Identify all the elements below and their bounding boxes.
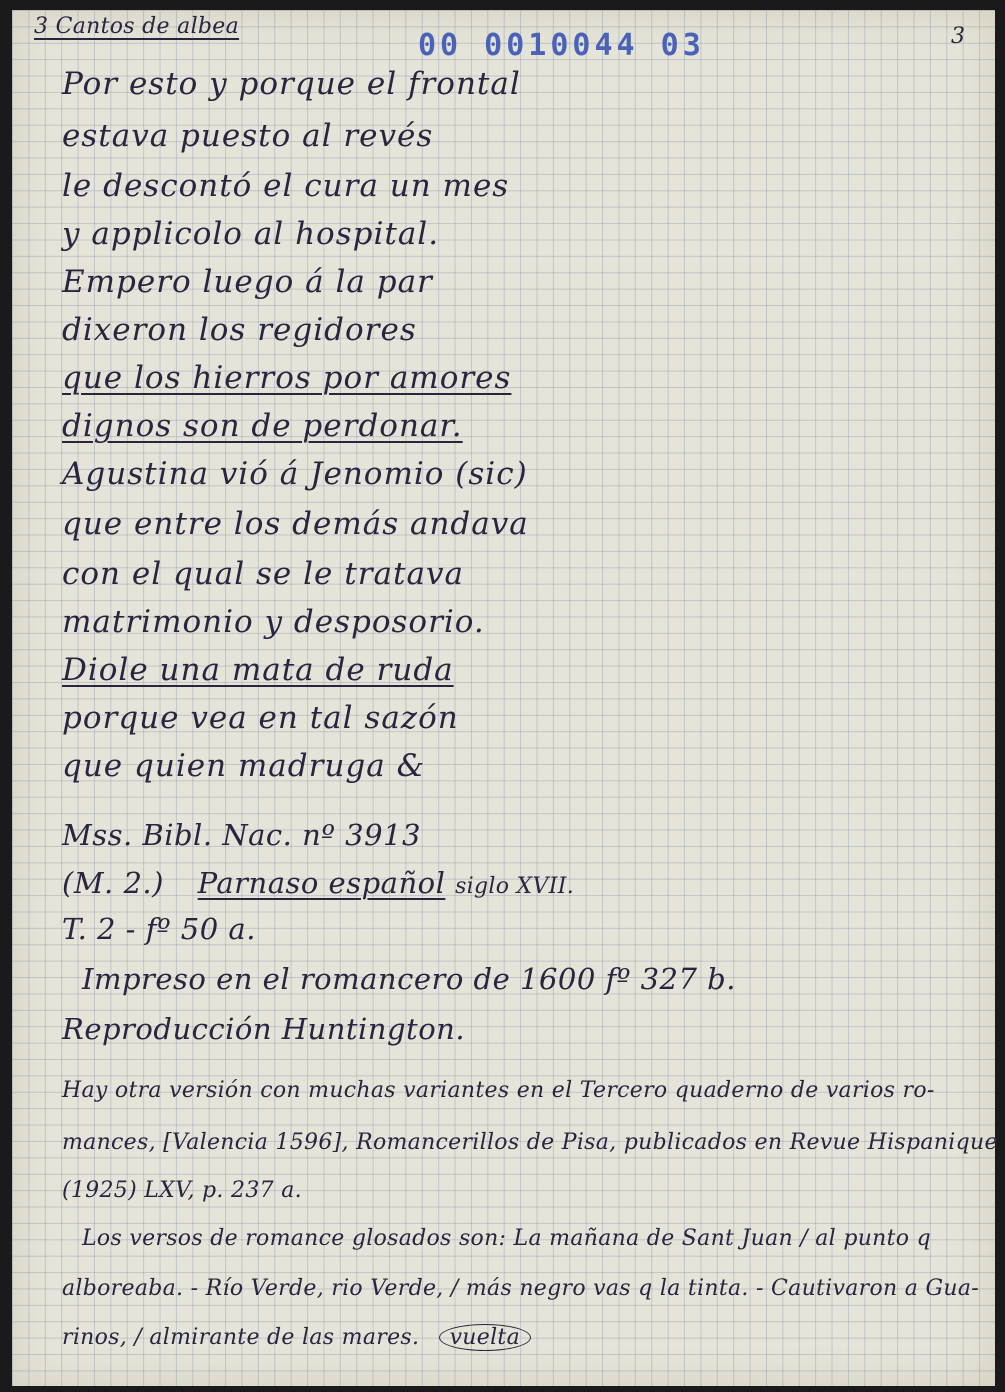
poem-line: con el qual se le tratava (62, 556, 464, 592)
page-number: 3 (951, 24, 965, 49)
note-line: mances, [Valencia 1596], Romancerillos de Pisa, publicados en Revue Hispanique (62, 1130, 998, 1155)
note-line: alboreaba. - Río Verde, rio Verde, / más negro vas q la tinta. - Cautivaron a Gua- (62, 1276, 979, 1301)
note-line (62, 1324, 531, 1351)
poem-line: le descontó el cura un mes (62, 168, 510, 204)
poem-line: Por esto y porque el frontal (62, 66, 521, 102)
reference-code: (M. 2.) (62, 866, 164, 900)
reference-line: Reproducción Huntington. (62, 1012, 466, 1046)
note-line: Hay otra versión con muchas variantes en el Tercero quaderno de varios ro- (62, 1078, 935, 1103)
poem-line: estava puesto al revés (62, 118, 434, 154)
reference-work-title: Parnaso español (197, 866, 446, 900)
archive-stamp: 00 0010044 03 (418, 28, 705, 63)
poem-line: que los hierros por amores (62, 360, 512, 396)
poem-line: que quien madruga & (62, 748, 426, 784)
reference-line: T. 2 - fº 50 a. (62, 912, 256, 946)
poem-line: matrimonio y desposorio. (62, 604, 485, 640)
title-note: 3 Cantos de albea (34, 14, 240, 39)
reference-line (62, 866, 574, 900)
note-text: rinos, / almirante de las mares. (62, 1325, 420, 1350)
poem-line: dignos son de perdonar. (62, 408, 463, 444)
poem-line: Agustina vió á Jenomio (sic) (62, 456, 528, 492)
circled-note-vuelta: vuelta (439, 1324, 531, 1351)
poem-line: que entre los demás andava (62, 506, 529, 542)
handwritten-page (12, 10, 998, 1386)
poem-line: porque vea en tal sazón (62, 700, 459, 736)
note-line: (1925) LXV, p. 237 a. (62, 1178, 302, 1203)
reference-century: siglo XVII. (455, 874, 574, 899)
poem-line: Empero luego á la par (62, 264, 433, 300)
poem-line: dixeron los regidores (62, 312, 417, 348)
reference-line: Mss. Bibl. Nac. nº 3913 (62, 818, 421, 852)
poem-line: Diole una mata de ruda (62, 652, 454, 688)
poem-line: y applicolo al hospital. (62, 216, 440, 252)
reference-line: Impreso en el romancero de 1600 fº 327 b. (82, 962, 736, 996)
note-line: Los versos de romance glosados son: La mañana de Sant Juan / al punto q (82, 1226, 931, 1251)
